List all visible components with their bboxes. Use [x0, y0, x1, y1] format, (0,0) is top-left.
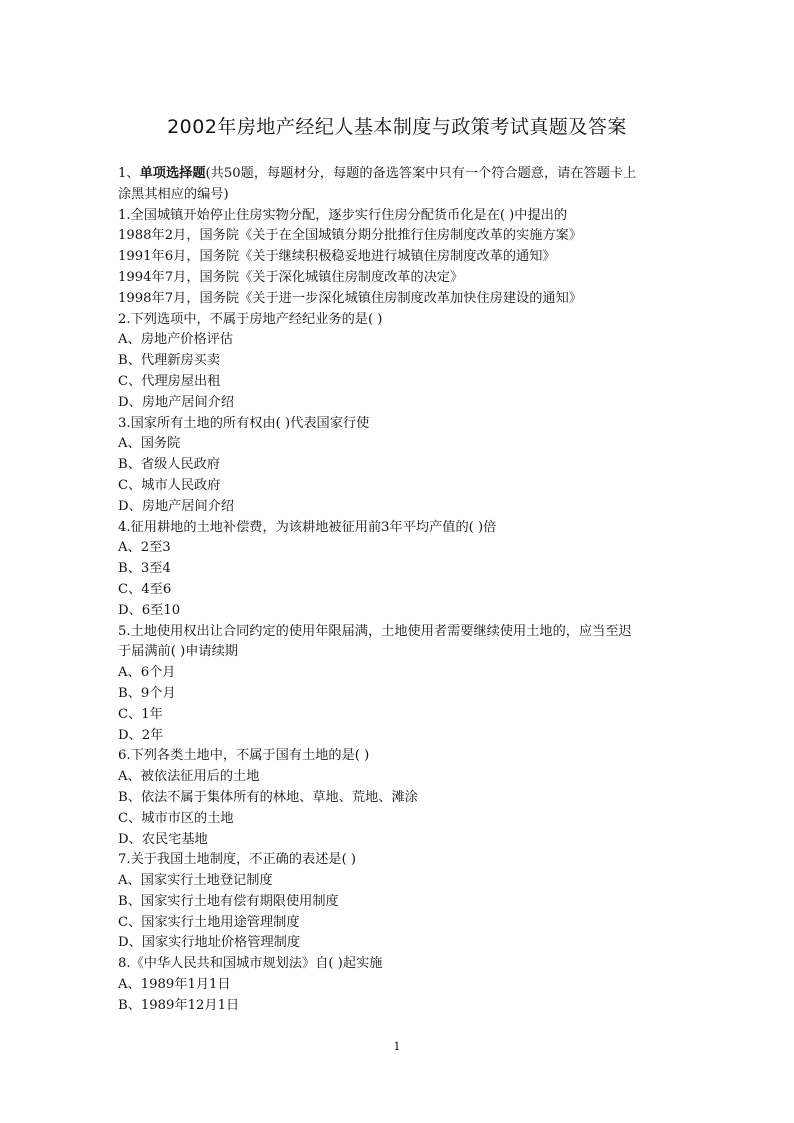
section-name: 单项选择题 [139, 166, 206, 181]
document-body [118, 164, 678, 1017]
option-text: C、城市市区的土地 [118, 810, 234, 826]
section-number: 1、 [118, 166, 140, 181]
question-text: 3.国家所有土地的所有权由( )代表国家行使 [118, 415, 370, 431]
option-text: B、代理新房买卖 [118, 353, 221, 369]
option-text: B、3至4 [118, 561, 171, 577]
option-text: C、国家实行土地用途管理制度 [118, 914, 300, 930]
option-text: A、被依法征用后的土地 [118, 769, 260, 785]
option-text: 1998年7月，国务院《关于进一步深化城镇住房制度改革加快住房建设的通知》 [118, 290, 582, 306]
option-text: D、房地产居间介绍 [118, 394, 235, 410]
option-text: D、房地产居间介绍 [118, 498, 235, 514]
question-text: 8.《中华人民共和国城市规划法》自( )起实施 [118, 956, 383, 972]
option-text: A、国家实行土地登记制度 [118, 873, 273, 889]
option-text: C、城市人民政府 [118, 477, 221, 493]
section-heading [118, 164, 678, 185]
question-text: 5.土地使用权出让合同约定的使用年限届满，土地使用者需要继续使用土地的，应当至迟 [118, 623, 632, 639]
option-text: 1991年6月，国务院《关于继续积极稳妥地进行城镇住房制度改革的通知》 [118, 249, 556, 265]
option-text: B、依法不属于集体所有的林地、草地、荒地、滩涂 [118, 789, 418, 805]
option-text: B、9个月 [118, 685, 176, 701]
option-text: B、国家实行土地有偿有期限使用制度 [118, 893, 339, 909]
option-text: 1988年2月，国务院《关于在全国城镇分期分批推行住房制度改革的实施方案》 [118, 228, 582, 244]
option-text: C、1年 [118, 706, 163, 722]
option-text: A、2至3 [118, 540, 171, 556]
question-list [118, 206, 678, 1017]
option-text: A、国务院 [118, 436, 181, 452]
document-title: 2002年房地产经纪人基本制度与政策考试真题及答案 [167, 116, 627, 138]
question-text: 2.下列选项中，不属于房地产经纪业务的是( ) [118, 311, 383, 327]
option-text: C、代理房屋出租 [118, 373, 221, 389]
option-text: C、4至6 [118, 581, 172, 597]
option-text: D、2年 [118, 727, 164, 743]
question-text: 6.下列各类土地中，不属于国有土地的是( ) [118, 748, 370, 764]
option-text: 于届满前( )申请续期 [118, 644, 238, 660]
option-text: A、1989年1月1日 [118, 977, 231, 993]
option-text: A、6个月 [118, 665, 176, 681]
option-text: 1994年7月，国务院《关于深化城镇住房制度改革的决定》 [118, 269, 464, 285]
option-text: D、6至10 [118, 602, 181, 618]
question-text: 1.全国城镇开始停止住房实物分配，逐步实行住房分配货币化是在( )中提出的 [118, 207, 568, 223]
section-description: (共50题，每题材分，每题的备选答案中只有一个符合题意，请在答题卡上 [205, 166, 637, 181]
option-text: B、1989年12月1日 [118, 997, 240, 1013]
option-text: A、房地产价格评估 [118, 332, 234, 348]
question-text: 4.征用耕地的土地补偿费，为该耕地被征用前3年平均产值的( )倍 [118, 519, 497, 535]
option-text: B、省级人民政府 [118, 457, 221, 473]
page-number: 1 [393, 1040, 401, 1053]
question-text: 7.关于我国土地制度，不正确的表述是( ) [118, 852, 357, 868]
section-description-continued: 涂黑其相应的编号) [118, 186, 229, 202]
option-text: D、农民宅基地 [118, 831, 208, 847]
option-text: D、国家实行地址价格管理制度 [118, 935, 301, 951]
